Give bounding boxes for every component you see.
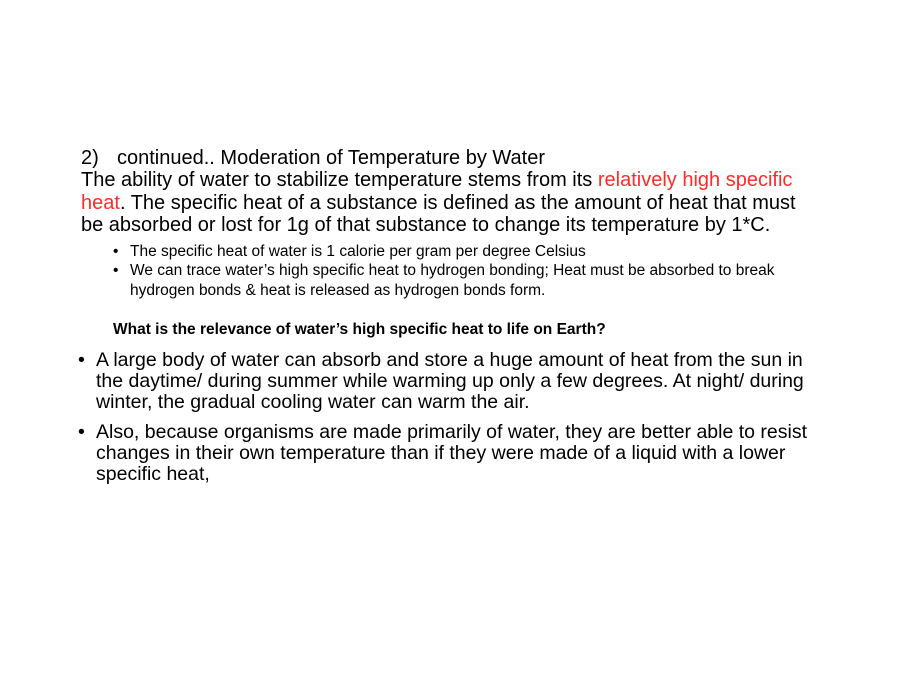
sub-bullet-list bbox=[81, 242, 833, 301]
intro-text-before: The ability of water to stabilize temperature stems from its bbox=[81, 169, 598, 191]
slide-heading bbox=[81, 147, 841, 169]
sub-bullet-item bbox=[113, 261, 833, 300]
main-bullet-text: A large body of water can absorb and store a huge amount of heat from the sun in the daytime/ during summer while warming up only a few degrees. At night/ during winter, the gradual cooling water can warm the air. bbox=[96, 349, 804, 413]
sub-bullet-item bbox=[113, 242, 833, 262]
main-bullet-list bbox=[78, 350, 813, 485]
slide-content bbox=[78, 147, 841, 494]
heading-number: 2) bbox=[81, 147, 99, 169]
main-bullet-item bbox=[78, 350, 813, 413]
bullet-icon: • bbox=[113, 242, 119, 260]
bullet-icon: • bbox=[78, 421, 85, 443]
heading-title: continued.. Moderation of Temperature by Water bbox=[117, 147, 546, 169]
bullet-icon: • bbox=[113, 262, 119, 279]
intro-paragraph bbox=[81, 169, 796, 237]
bullet-icon: • bbox=[78, 349, 85, 371]
sub-bullet-text: We can trace water’s high specific heat to hydrogen bonding; Heat must be absorbed to break hydrogen bonds & heat is released as hydrogen bonds form. bbox=[130, 262, 775, 299]
main-bullet-text: Also, because organisms are made primarily of water, they are better able to resist changes in their own temperature than if they were made of a liquid with a lower specific heat, bbox=[96, 421, 807, 485]
intro-text-after: . The specific heat of a substance is defined as the amount of heat that must be absorbed or lost for 1g of that substance to change its temperature by 1*C. bbox=[81, 191, 796, 236]
main-bullet-item bbox=[78, 422, 813, 485]
question-heading: What is the relevance of water’s high specific heat to life on Earth? bbox=[113, 321, 606, 338]
sub-bullet-text: The specific heat of water is 1 calorie per gram per degree Celsius bbox=[130, 242, 586, 260]
intro-highlight: relatively high specific heat bbox=[81, 169, 793, 214]
